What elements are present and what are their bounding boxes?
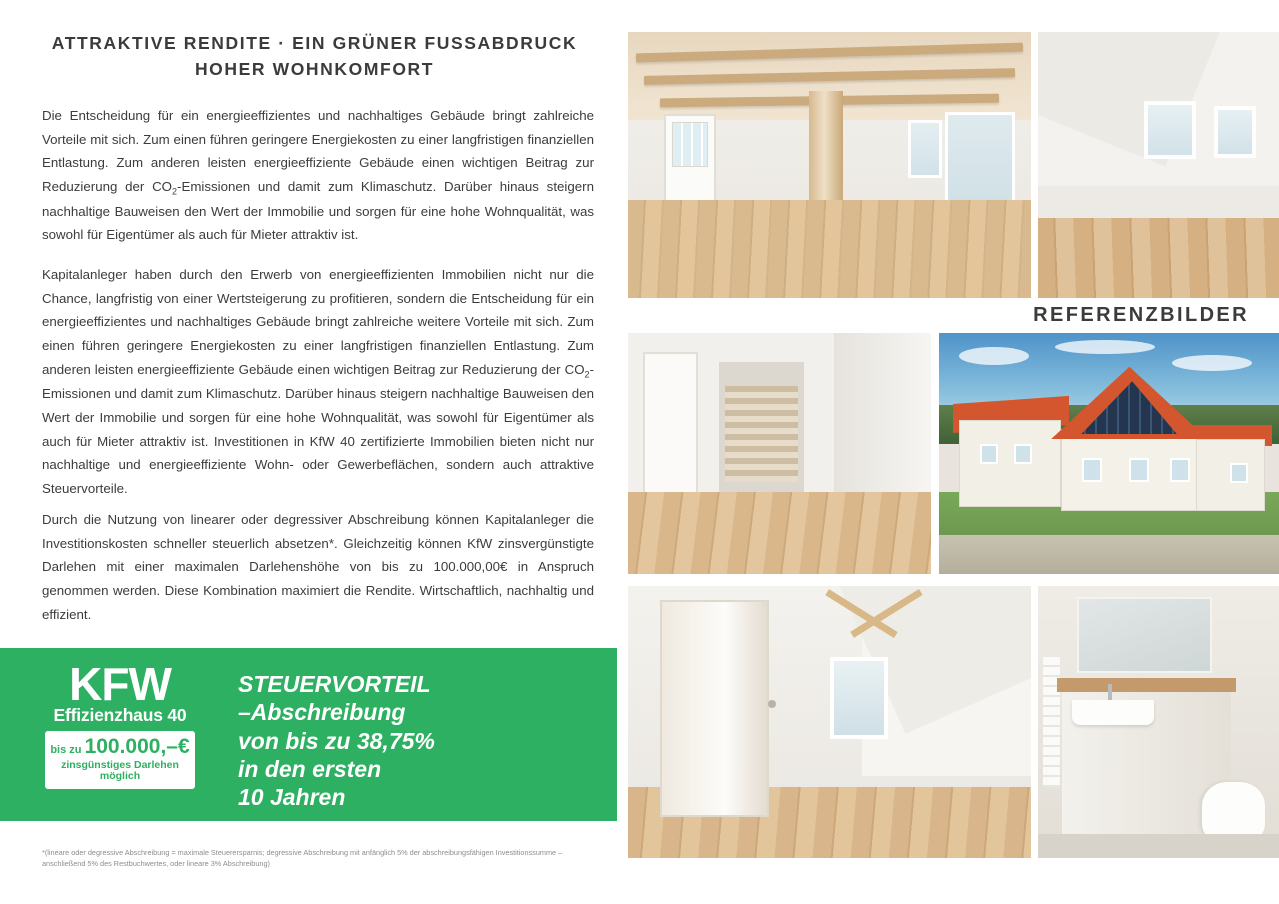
paragraph-1-text-pre: Die Entscheidung für ein energieeffizientes und nachhaltiges Gebäude bringt zahlreiche Vorteile mit sich. Zum einen führen geringere Energiekosten zu einer langfristigen finanziellen Entlastung. Zum anderen leisten energieeffiziente Gebäude einen wichtigen Beitrag zur Reduzierung der CO bbox=[42, 108, 594, 194]
kfw-loan-badge bbox=[45, 731, 195, 789]
kfw-logo-wordmark: KFW bbox=[69, 658, 171, 710]
photo-attic-room-dormer bbox=[1038, 32, 1279, 298]
kfw-logo bbox=[45, 658, 195, 789]
kfw-promo-banner bbox=[0, 648, 617, 821]
footnote-text: *(lineare oder degressive Abschreibung = maximale Steuerersparnis; degressive Abschreibung mit anfänglich 5% der abschreibungsfähigen Investitionssumme – anschließend 5% des Restbuchwertes, oder lineare 3% Abschreibung) bbox=[42, 848, 563, 868]
paragraph-1-text-post: -Emissionen und damit zum Klimaschutz. Darüber hinaus steigern nachhaltige Bauweisen den Wert der Immobilie und sorgen für eine hohe Wohnqualität, was sowohl für Eigentümer als auch für Mieter attraktiv ist. bbox=[42, 178, 594, 243]
headline-line-1: ATTRAKTIVE RENDITE · EIN GRÜNER FUSSABDRUCK bbox=[51, 33, 578, 53]
image-gallery bbox=[628, 0, 1279, 904]
photo-living-room-wood-beams bbox=[628, 32, 1031, 298]
text-column bbox=[0, 0, 625, 904]
promo-line-1: STEUERVORTEIL bbox=[238, 671, 431, 697]
promo-line-3: von bis zu 38,75% bbox=[238, 727, 435, 754]
page-title bbox=[42, 30, 587, 83]
paragraph-investors bbox=[42, 263, 594, 501]
paragraph-2-extra: Investitionen in KfW 40 zertifizierte Immobilien bieten nicht nur nachhaltige und energieeffiziente Wohn- oder Gewerbeflächen, sondern auch attraktive Steuervorteile. bbox=[42, 433, 594, 496]
paragraph-benefits bbox=[42, 104, 594, 247]
co2-subscript-2: 2 bbox=[584, 369, 590, 380]
kfw-loan-amount: 100.000,–€ bbox=[84, 734, 190, 758]
kfw-loan-line3: möglich bbox=[99, 770, 141, 783]
photo-attic-door-room bbox=[628, 586, 1031, 858]
kfw-tax-benefit-text bbox=[238, 670, 435, 811]
paragraph-2-text-post: -Emissionen und damit zum Klimaschutz. Darüber hinaus steigern nachhaltige Bauweisen den Wert der Immobilie und sorgen für eine hohe Wohnqualität, was sowohl für Eigentümer als auch für Mieter attraktiv ist. bbox=[42, 361, 594, 449]
headline-line-2: HOHER WOHNKOMFORT bbox=[194, 59, 435, 80]
paragraph-2-text-pre: Kapitalanleger haben durch den Erwerb von energieeffizienten Immobilien nicht nur die Chance, langfristig von einer Wertsteigerung zu profitieren, sondern die Entscheidung für ein energieeffizientes und nachhaltiges Gebäude bringt zahlreiche weitere Vorteile mit sich. Zum einen führen geringere Energiekosten zu einer langfristigen finanziellen Entlastung. Zum anderen leisten energieeffiziente Gebäude einen wichtigen Beitrag zur Reduzierung der CO bbox=[42, 267, 594, 377]
kfw-logo-subtitle: Effizienzhaus 40 bbox=[53, 704, 187, 725]
promo-line-4: in den ersten bbox=[238, 755, 382, 782]
promo-line-2: –Abschreibung bbox=[238, 699, 406, 726]
photo-reference-house-solar bbox=[939, 333, 1279, 574]
photo-hallway-staircase bbox=[628, 333, 931, 574]
co2-subscript-1: 2 bbox=[172, 186, 178, 197]
paragraph-depreciation: Durch die Nutzung von linearer oder degressiver Abschreibung können Kapitalanleger die Investitionskosten schneller steuerlich absetzen*. Gleichzeitig können KfW zinsvergünstigte Darlehen mit einer maximalen Darlehenshöhe von bis zu 100.000,00€ in Anspruch genommen werden. Diese Kombination maximiert die Rendite. Wirtschaftlich, nachhaltig und effizient. bbox=[42, 512, 594, 622]
kfw-loan-line2: zinsgünstiges Darlehen bbox=[61, 758, 179, 771]
promo-line-5: 10 Jahren bbox=[238, 784, 346, 811]
photo-bathroom-washbasin bbox=[1038, 586, 1279, 858]
kfw-loan-amount-row bbox=[49, 735, 191, 758]
gallery-label: REFERENZBILDER bbox=[1033, 304, 1249, 326]
kfw-loan-prefix: bis zu bbox=[50, 743, 82, 756]
